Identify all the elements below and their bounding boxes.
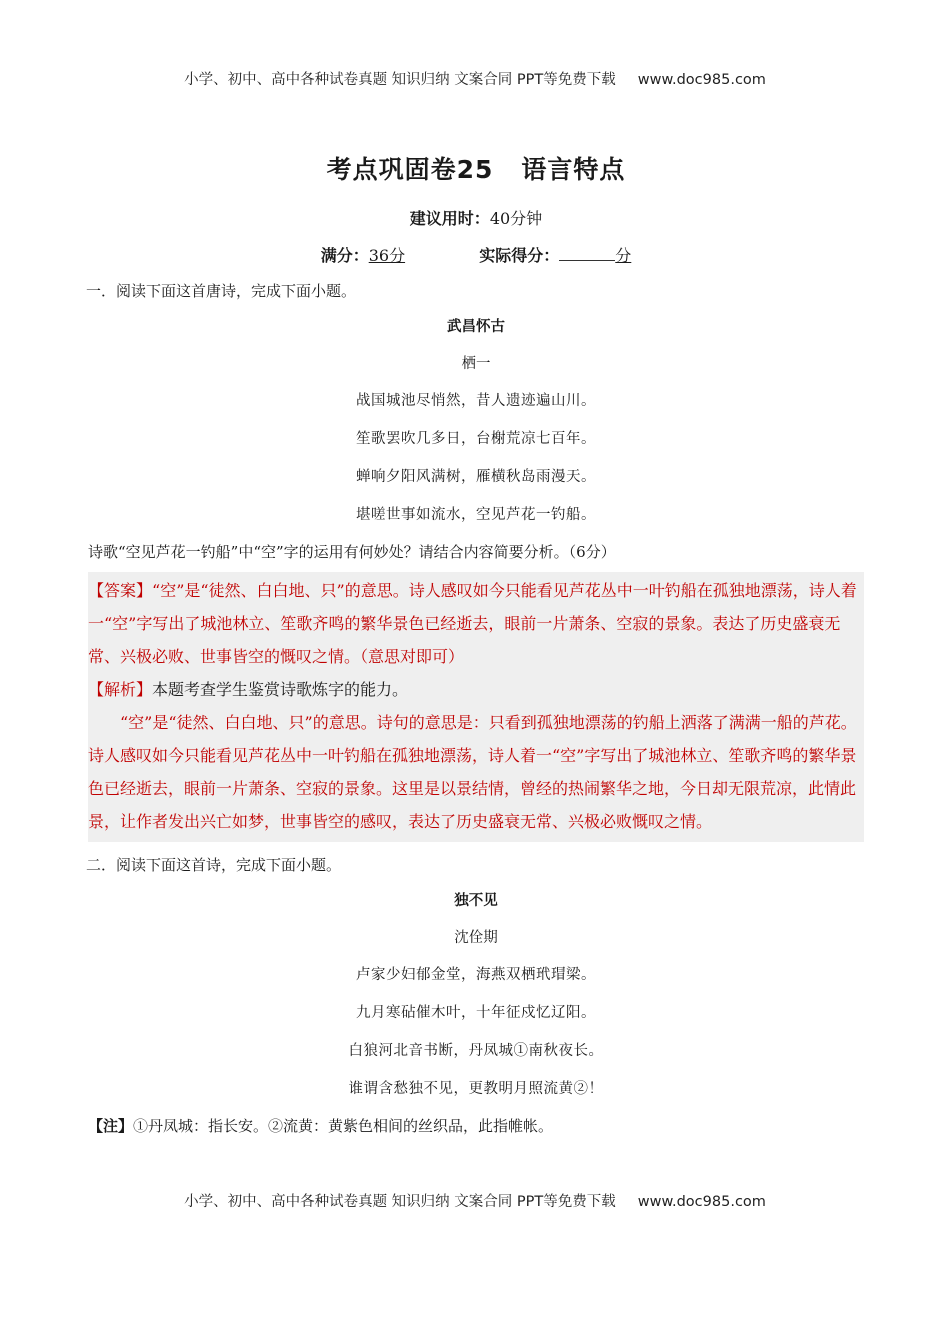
analysis-body: “空”是“徒然、白白地、只”的意思。诗句的意思是：只看到孤独地漂荡的钓船上洒落了满满一船的芦花。诗人感叹如今只能看见芦花丛中一叶钓船在孤独地漂荡，诗人着一“空”字写出了城池林立、笙歌齐鸣的繁华景色已经逝去，眼前一片萧条、空寂的景象。这里是以景结情，曾经的热闹繁华之地，今日却无限荒凉，此情此景，让作者发出兴亡如梦，世事皆空的感叹，表达了历史盛衰无常、兴极必败慨叹之情。 (88, 713, 857, 831)
answer-tag: 【答案】 (88, 581, 153, 600)
q1-poem-line: 蝉响夕阳风满树，雁横秋岛雨漫天。 (356, 469, 596, 485)
score-line: 满分：36分 实际得分： 分 (320, 246, 632, 265)
page-footer (0, 1190, 950, 1211)
q1-poem-author: 栖一 (461, 356, 491, 372)
q1-poem-line: 笙歌罢吹几多日，台榭荒凉七百年。 (356, 431, 596, 447)
analysis-tag: 【解析】 (88, 680, 153, 699)
footer-text: 小学、初中、高中各种试卷真题 知识归纳 文案合同 PPT等免费下载 (184, 1194, 616, 1210)
page-header (0, 68, 950, 89)
q1-poem-line: 战国城池尽悄然，昔人遗迹遍山川。 (356, 393, 596, 409)
answer-text: “空”是“徒然、白白地、只”的意思。诗人感叹如今只能看见芦花丛中一叶钓船在孤独地漂荡，诗人着一“空”字写出了城池林立、笙歌齐鸣的繁华景色已经逝去，眼前一片萧条、空寂的景象。表达了历史盛衰无常、兴极必败、世事皆空的慨叹之情。（意思对即可） (88, 581, 857, 666)
note-tag: 【注】 (88, 1117, 134, 1135)
q2-heading: 二．阅读下面这首诗，完成下面小题。 (86, 856, 342, 874)
time-line: 建议用时：40分钟 (409, 209, 543, 228)
note-text: ①丹凤城：指长安。②流黄：黄紫色相间的丝织品，此指帷帐。 (133, 1117, 554, 1135)
q1-prompt: 诗歌“空见芦花一钓船”中“空”字的运用有何妙处？请结合内容简要分析。（6分） (88, 543, 616, 561)
analysis-intro: 本题考查学生鉴赏诗歌炼字的能力。 (152, 680, 409, 699)
analysis-intro-paragraph (88, 673, 864, 706)
footer-site[interactable]: www.doc985.com (637, 1194, 766, 1210)
q1-heading: 一．阅读下面这首唐诗，完成下面小题。 (86, 282, 357, 300)
q1-poem-line: 堪嗟世事如流水，空见芦花一钓船。 (356, 507, 596, 523)
q2-poem-line: 卢家少妇郁金堂，海燕双栖玳瑁梁。 (356, 967, 596, 983)
answer-paragraph (88, 574, 864, 673)
header-text: 小学、初中、高中各种试卷真题 知识归纳 文案合同 PPT等免费下载 (184, 72, 616, 88)
q2-poem-title: 独不见 (454, 892, 498, 909)
header-site[interactable]: www.doc985.com (637, 72, 766, 88)
q2-note (88, 1115, 864, 1136)
q2-poem-line: 谁谓含愁独不见，更教明月照流黄②！ (348, 1081, 604, 1097)
q2-poem-line: 白狼河北音书断，丹凤城①南秋夜长。 (348, 1043, 604, 1059)
q2-poem-line: 九月寒砧催木叶，十年征戍忆辽阳。 (356, 1005, 596, 1021)
score-blank (559, 246, 615, 261)
page-title: 考点巩固卷25 语言特点 (326, 155, 626, 184)
document-body (88, 150, 864, 1136)
answer-box (88, 572, 864, 842)
q1-poem-title: 武昌怀古 (447, 318, 505, 335)
q2-poem-author: 沈佺期 (454, 930, 498, 946)
